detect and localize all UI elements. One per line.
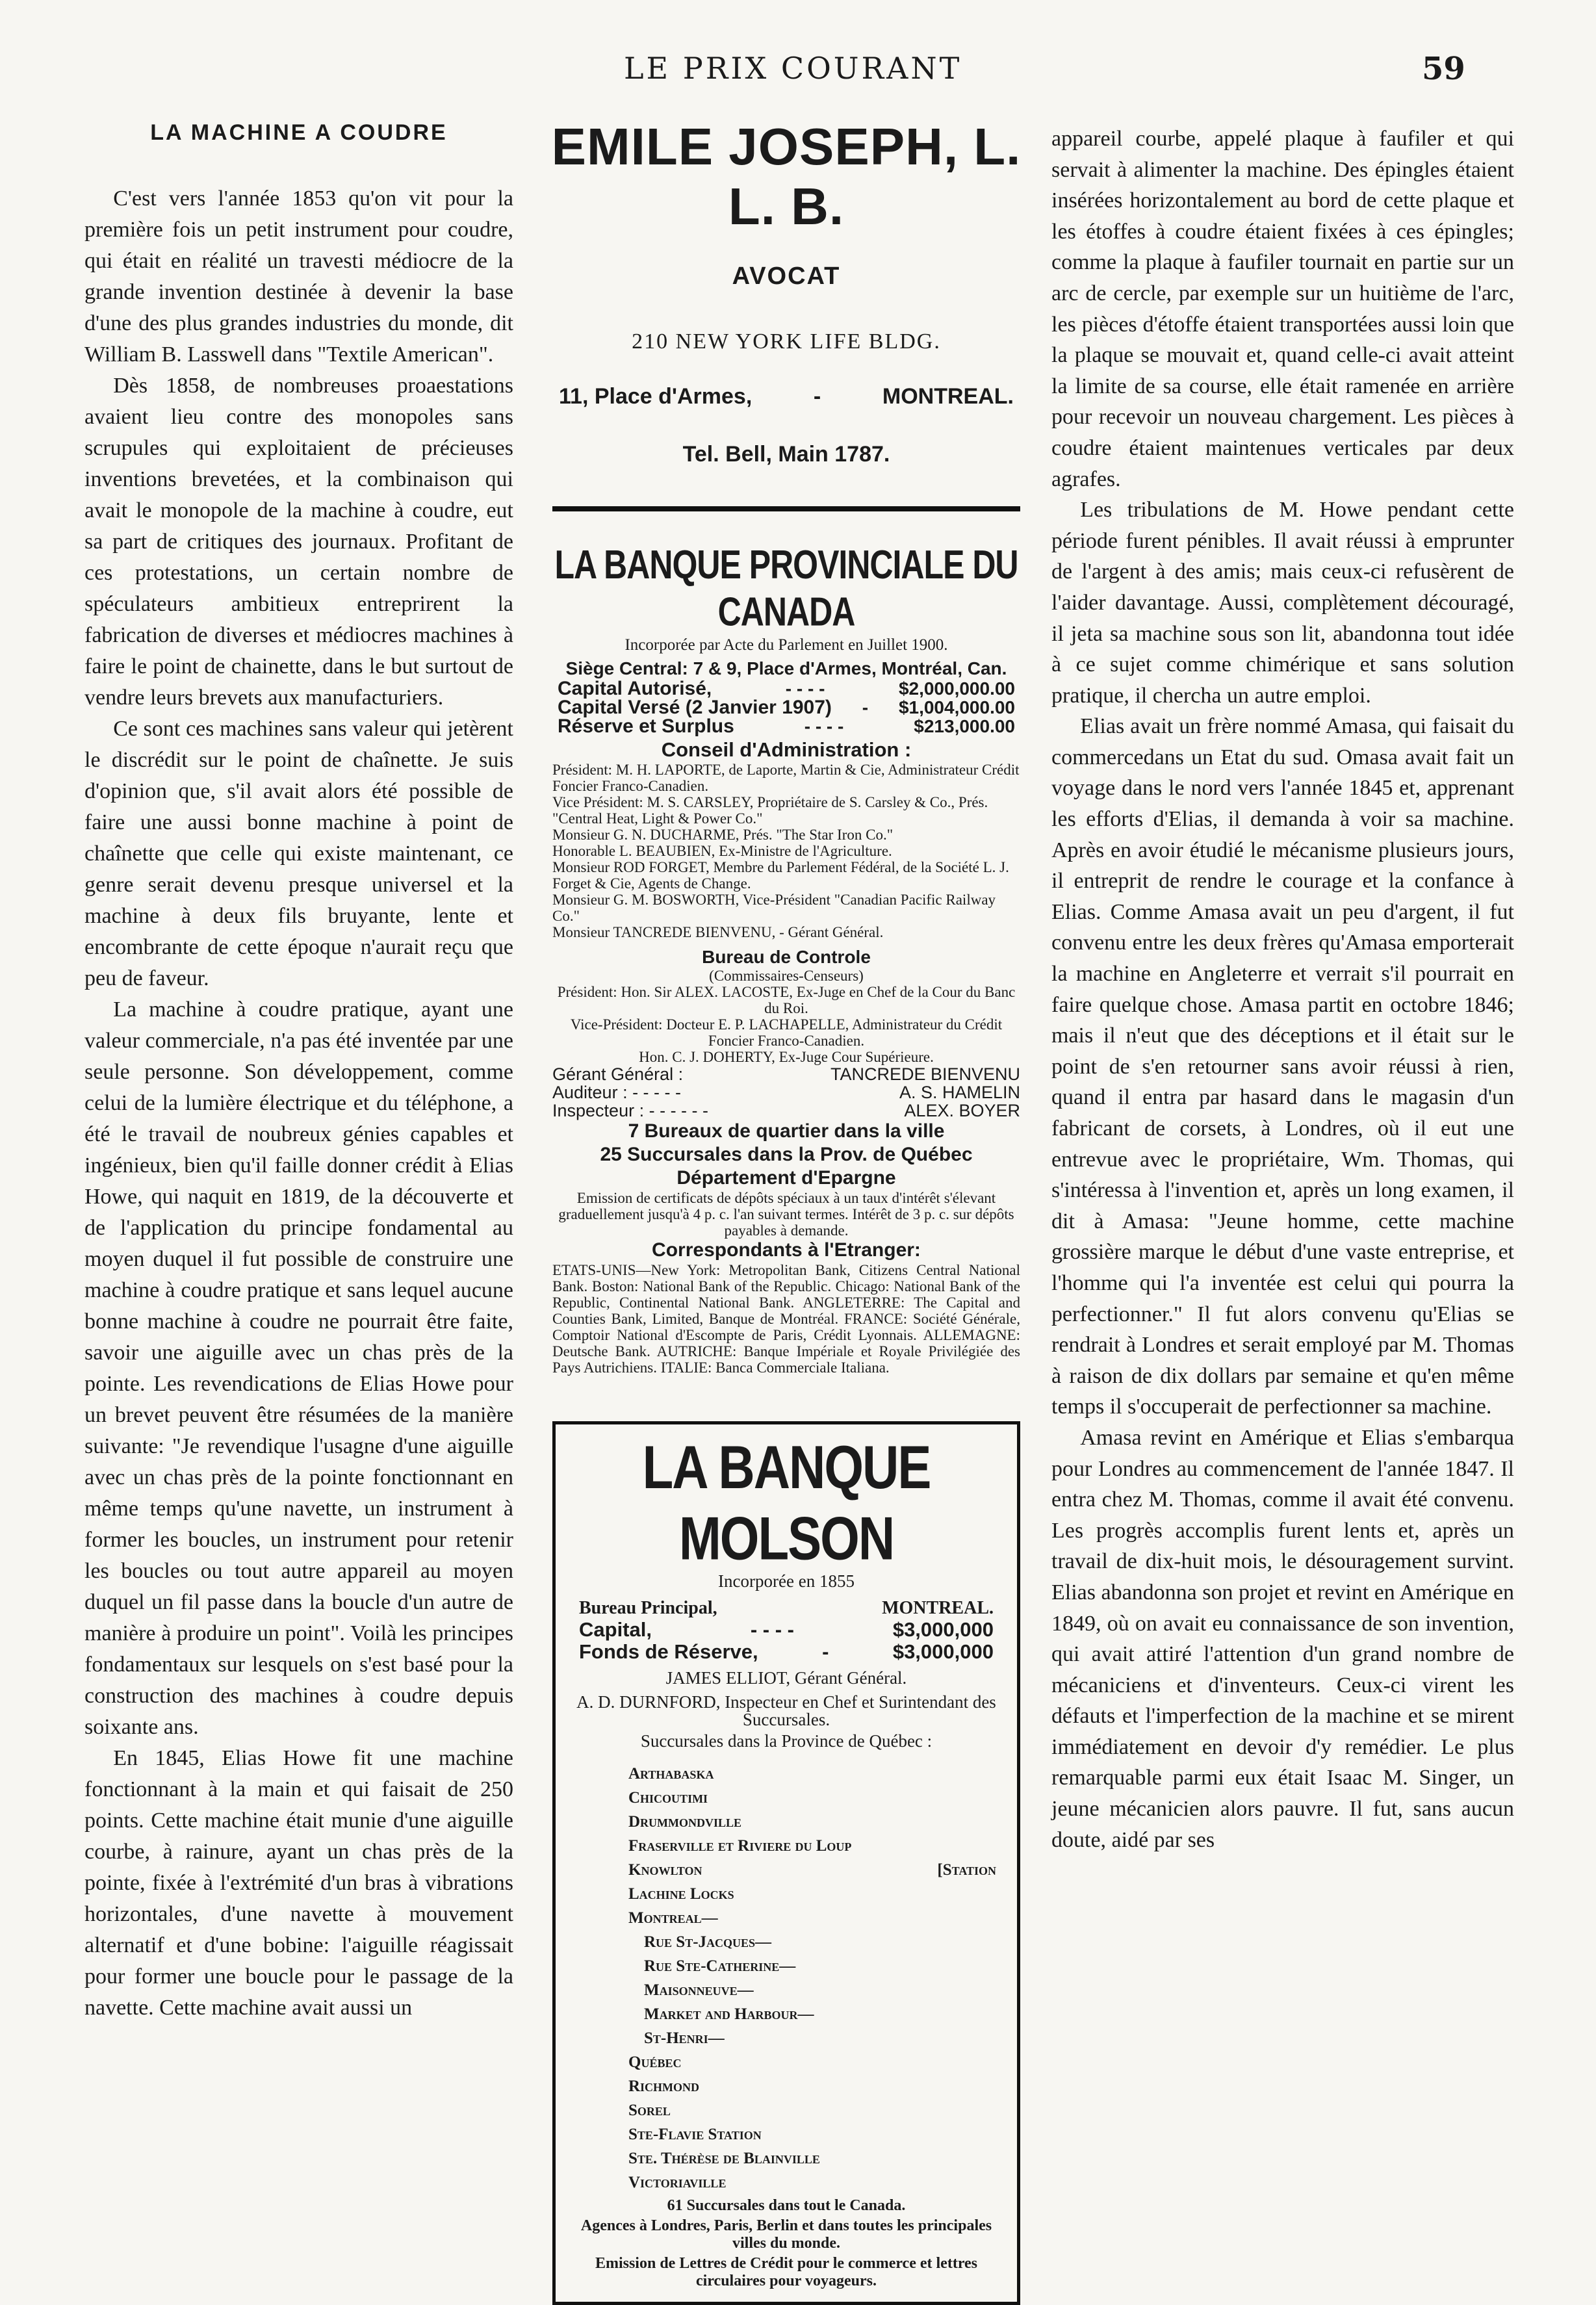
bank-name: LA BANQUE PROVINCIALE DU CANADA <box>554 541 1018 635</box>
chief-inspector: A. D. DURNFORD, Inspecteur en Chef et Surintendant des Succursales. <box>576 1692 996 1729</box>
officer-name: ALEX. BOYER <box>904 1101 1020 1120</box>
conseil-member: Monsieur TANCREDE BIENVENU, - Gérant Général. <box>552 924 884 940</box>
capital-row <box>552 679 1020 698</box>
conseil-member: Monsieur G. M. BOSWORTH, Vice-Président "Canadian Pacific Railway Co." <box>552 892 996 924</box>
branch-item: Arthabaska <box>628 1765 714 1783</box>
officer-label: Inspecteur : - - - - - - <box>552 1101 709 1120</box>
capital-value: $3,000,000 <box>892 1618 994 1641</box>
controle-list <box>552 984 1020 1065</box>
capital-value: $1,004,000.00 <box>898 697 1015 717</box>
capital-label: Capital Autorisé, <box>558 678 712 699</box>
article-left-column <box>84 110 513 2024</box>
controle-member: Président: Hon. Sir ALEX. LACOSTE, Ex-Juge en Chef de la Cour du Banc du Roi. <box>557 984 1016 1016</box>
banque-provinciale-advertisement <box>546 541 1027 1376</box>
conseil-member: Président: M. H. LAPORTE, de Laporte, Martin & Cie, Administrateur Crédit Foncier Franco-Canadien. <box>552 762 1020 794</box>
lawyer-advertisement <box>546 117 1027 467</box>
lawyer-title: AVOCAT <box>732 263 841 290</box>
bureaux-count: 7 Bureaux de quartier dans la ville <box>628 1120 945 1142</box>
molson-footer: 61 Succursales dans tout le Canada. <box>667 2197 906 2214</box>
branches-list <box>628 1762 1003 2195</box>
article-paragraph: En 1845, Elias Howe fit une machine fonctionnant à la main et qui faisait de 250 points. Cette machine était munie d'une aiguille courbe, à rainure, ayant un chas près de la pointe, fixée à l'extrémité d'un bras à vibrations horizontales, d'une navette à mouvement alternatif et d'une bobine: l'aiguille réagissait pour former une boucle pour le passage de la navette. Cette machine avait aussi un <box>84 1746 513 2020</box>
capital-value: $213,000.00 <box>914 716 1015 736</box>
article-paragraph: Dès 1858, de nombreuses proaestations avaient lieu contre des monopoles sans scrupules qui exploitaient de précieuses inventions brevetées, et la combinaison qui avait le monopole de la machine à coudre, eut sa part de critiques des journaux. Profitant de ces protestations, un certain nombre de spéculateurs ambitieux entreprirent la fabrication de diverses et médiocres machines à faire le point de chainette, dans le but surtout de vendre leurs brevets aux manufacturiers. <box>84 374 513 710</box>
advertisements-column <box>546 110 1027 2305</box>
capital-label: Fonds de Réserve, <box>579 1640 758 1663</box>
lawyer-name: EMILE JOSEPH, L. L. B. <box>551 118 1022 235</box>
head-office-label: Bureau Principal, <box>579 1598 717 1618</box>
page-number: 59 <box>1422 51 1465 87</box>
molson-footer: Emission de Lettres de Crédit pour le commerce et lettres circulaires pour voyageurs. <box>595 2255 978 2289</box>
branch-item: Sorel <box>628 2102 671 2119</box>
epargne-heading: Département d'Epargne <box>676 1167 896 1189</box>
controle-subheading: (Commissaires-Censeurs) <box>709 968 864 984</box>
lawyer-place: 11, Place d'Armes, <box>559 384 753 409</box>
horizontal-rule <box>552 506 1020 511</box>
article-paragraph: C'est vers l'année 1853 qu'on vit pour la première fois un petit instrument pour coudre, qui était en réalité un travesti médiocre de la grande invention destinée à devenir la base d'une des plus grandes industries du monde, dit William B. Lasswell dans "Textile American". <box>84 187 513 367</box>
succursales-count: 25 Succursales dans la Prov. de Québec <box>600 1144 973 1165</box>
article-heading: LA MACHINE A COUDRE <box>150 120 448 145</box>
article-paragraph: Elias avait un frère nommé Amasa, qui faisait du commercedans un Etat du sud. Omasa avait fait un voyage dans le nord vers l'année 1845 et, apprenant les efforts d'Elias, il demanda à voir sa machine. Après en avoir étudié le mécanisme plusieurs jours, il entreprit de rendre le courage et la confance à Elias. Comme Amasa avait un peu d'argent, il fut convenu entre les deux frères qu'Amasa emporterait la machine en Angleterre et verrait s'il pourrait en faire quelque chose. Amasa partit en octobre 1846; mais il n'eut que des déceptions et il était sur le point de s'en retourner sans avoir réussi à rien, quand il entra par hasard dans le magasin d'un fabricant de corsets, à Londres, où il eut une entrevue avec le propriétaire, Wm. Thomas, qui s'intéressa à l'invention et, après un long examen, il dit à Amasa: "Jeune homme, cette machine grossière marque le début d'une vaste entreprise, et l'homme qui l'a inventée est celui qui pourra la perfectionner." Il fut alors convenu qu'Elias se rendrait à Londres et serait employé par M. Thomas à raison de dix dollars par semaine et qu'en même temps il s'occuperait de perfectionner sa machine. <box>1051 714 1514 1419</box>
branch-item: Fraserville et Riviere du Loup <box>628 1837 852 1855</box>
capital-label: Capital Versé (2 Janvier 1907) <box>558 697 832 718</box>
capital-row <box>552 717 1020 736</box>
journal-title: LE PRIX COURANT <box>624 51 962 86</box>
controle-heading: Bureau de Controle <box>702 947 871 967</box>
branch-item: Market and Harbour— <box>644 2005 814 2023</box>
branch-item: Rue St-Jacques— <box>644 1933 772 1951</box>
branch-item: Montreal— <box>628 1909 718 1927</box>
branch-item: Drummondville <box>628 1813 742 1831</box>
bank-incorporation: Incorporée en 1855 <box>718 1571 855 1591</box>
branch-item: Québec <box>628 2054 682 2071</box>
bank-name: LA BANQUE MOLSON <box>642 1433 931 1573</box>
officer-row <box>552 1083 1020 1101</box>
molson-footer: Agences à Londres, Paris, Berlin et dans toutes les principales villes du monde. <box>580 2217 992 2252</box>
article-paragraph: appareil courbe, appelé plaque à faufiler et qui servait à alimenter la machine. Des épingles étaient insérées horizontalement au bord de cette plaque et les étoffes à coudre étaient fixées à ces épingles; comme la plaque à faufiler tournait en partie sur un arc de cercle, par exemple sur un huitième de l'arc, les pièces d'étoffe étaient transportées aussi loin que la plaque se mouvait et, quand celle-ci avait atteint la limite de sa course, elle était ramenée en arrière pour recevoir un nouveau chargement. Les pièces à coudre étaient maintenues verticales par deux agrafes. <box>1051 127 1514 491</box>
branches-heading: Succursales dans la Province de Québec : <box>640 1731 933 1751</box>
conseil-member: Monsieur ROD FORGET, Membre du Parlement Fédéral, de la Société L. J. Forget & Cie, Agents de Change. <box>552 859 1009 892</box>
controle-member: Vice-Président: Docteur E. P. LACHAPELLE, Administrateur du Crédit Foncier Franco-Canadien. <box>570 1016 1003 1049</box>
lawyer-place-line <box>546 384 1027 409</box>
officer-name: TANCREDE BIENVENU <box>830 1064 1020 1084</box>
branch-item: Ste. Thérèse de Blainville <box>628 2150 820 2167</box>
conseil-member: Vice Président: M. S. CARSLEY, Propriétaire de S. Carsley & Co., Prés. "Central Heat, Light & Power Co." <box>552 794 988 827</box>
capital-dots: - - - - <box>804 716 844 736</box>
head-office-city: MONTREAL. <box>882 1598 994 1618</box>
officer-row <box>552 1065 1020 1083</box>
conseil-heading: Conseil d'Administration : <box>661 738 912 761</box>
capital-row <box>570 1641 1003 1663</box>
capital-label: Capital, <box>579 1618 652 1641</box>
bank-head-office: Siège Central: 7 & 9, Place d'Armes, Montréal, Can. <box>565 658 1007 678</box>
capital-dots: - <box>822 1640 829 1663</box>
officer-label: Gérant Général : <box>552 1064 684 1084</box>
branch-item: Richmond <box>628 2078 700 2095</box>
branch-item: Rue Ste-Catherine— <box>644 1957 796 1975</box>
article-paragraph: Les tribulations de M. Howe pendant cette période furent pénibles. Il avait réussi à emprunter de l'argent à des amis; mais ceux-ci refusèrent de l'aider davantage. Aussi, complètement découragé, il jeta sa machine sous son lit, abandonna tout idée à ce sujet comme chimérique et sans solution pratique, il chercha un autre emploi. <box>1051 498 1514 708</box>
article-paragraph: La machine à coudre pratique, ayant une valeur commerciale, n'a pas été inventée par une seule personne. Son développement, comme celui de la lumière électrique et du téléphone, a été le travail de noubreux génies capables et ingénieux, bien qu'il faille donner crédit à Elias Howe, qui naquit en 1819, de la découverte et de l'application du principe fondamental au moyen duquel il fut possible de construire une machine à coudre pratique et sans lequel aucune bonne machine à coudre ne pourrait être faite, savoir une aiguille avec un chas près de la pointe. Les revendications de Elias Howe pour un brevet peuvent être résumées de la manière suivante: "Je revendique l'usagne d'une aiguille avec un chas près de la pointe fonctionnant en même temps qu'une navette, un instrument à former les boucles, un instrument pour retenir les boucles ou tout autre appareil au moyen duquel un fil passe dans la boucle d'un autre de manière à produire un point". Voilà les principes fondamentaux sur lesquels on s'est basé pour la construction des machines à coudre depuis soixante ans. <box>84 998 513 1739</box>
officer-row <box>552 1101 1020 1120</box>
lawyer-address: 210 NEW YORK LIFE BLDG. <box>632 329 941 354</box>
capital-dots: - <box>862 697 869 717</box>
branch-item: Maisonneuve— <box>644 1981 754 1999</box>
lawyer-separator: - <box>813 384 821 409</box>
bank-incorporation: Incorporée par Acte du Parlement en Juillet 1900. <box>624 636 948 654</box>
conseil-member: Honorable L. BEAUBIEN, Ex-Ministre de l'Agriculture. <box>552 843 892 859</box>
article-paragraph: Ce sont ces machines sans valeur qui jetèrent le discrédit sur le point de chaînette. Je suis d'opinion que, s'il avait alors été possible de faire une aussi bonne machine à point de chaînette que celle qui existe maintenant, ce genre serait devenu presque universel et la machine à deux fils bruyante, lente et encombrante de cette époque n'aurait reçu que peu de faveur. <box>84 717 513 990</box>
branch-item: St-Henri— <box>644 2029 725 2047</box>
capital-label: Réserve et Surplus <box>558 715 734 737</box>
capital-value: $3,000,000 <box>892 1640 994 1663</box>
capital-value: $2,000,000.00 <box>898 678 1015 699</box>
correspondants-heading: Correspondants à l'Etranger: <box>652 1239 921 1261</box>
officer-label: Auditeur : - - - - - <box>552 1083 682 1102</box>
running-head <box>0 51 1596 103</box>
general-manager: JAMES ELLIOT, Gérant Général. <box>665 1668 907 1688</box>
branch-item-row <box>628 1858 1003 1882</box>
epargne-text: Emission de certificats de dépôts spéciaux à un taux d'intérêt s'élevant graduellement jusqu'à 4 p. c. l'an suivant termes. Intérêt de 3 p. c. sur dépôts payables à demande. <box>558 1190 1014 1239</box>
controle-member: Hon. C. J. DOHERTY, Ex-Juge Cour Supérieure. <box>639 1049 934 1065</box>
lawyer-city: MONTREAL. <box>882 384 1014 409</box>
head-office-row <box>570 1598 1003 1619</box>
officer-name: A. S. HAMELIN <box>899 1083 1020 1102</box>
conseil-list <box>552 762 1020 940</box>
capital-row <box>570 1619 1003 1641</box>
conseil-member: Monsieur G. N. DUCHARME, Prés. "The Star Iron Co." <box>552 827 894 843</box>
capital-dots: - - - - <box>785 678 825 699</box>
article-paragraph: Amasa revint en Amérique et Elias s'embarqua pour Londres au commencement de l'année 1847. Il entra chez M. Thomas, comme il avait été convenu. Les progrès accomplis furent lents et, après un travail de dix-huit mois, le désouragement survint. Elias abandonna son projet et revint en Amérique en 1849, où on avait eu connaissance de son invention, qui avait attiré l'attention d'un grand nombre de mécaniciens et d'inventeurs. Ceux-ci virent les défauts et l'imperfection de la machine et se mirent immédiatement en devoir d'y remédier. Le plus remarquable parmi eux était Isaac M. Singer, un jeune mécanicien alors pauvre. Il fut, sans aucun doute, aidé par ses <box>1051 1425 1514 1852</box>
branch-item: Knowlton <box>628 1861 702 1879</box>
capital-row <box>552 698 1020 717</box>
capital-dots: - - - - <box>750 1618 794 1641</box>
banque-molson-advertisement <box>552 1421 1020 2305</box>
article-right-column <box>1051 123 1514 1855</box>
branch-item: Lachine Locks <box>628 1885 734 1903</box>
branch-item: Chicoutimi <box>628 1789 708 1807</box>
branch-item: Ste-Flavie Station <box>628 2126 762 2143</box>
branch-item: [Station <box>937 1861 996 1879</box>
branch-item: Victoriaville <box>628 2174 727 2191</box>
lawyer-telephone: Tel. Bell, Main 1787. <box>682 442 890 467</box>
correspondants-text: ETATS-UNIS—New York: Metropolitan Bank, Citizens Central National Bank. Boston: National Bank of the Republic. Chicago: National Bank of the Republic, Continental National Bank. ANGLETERRE: The Capital and Counties Bank, Limited, Banque de Montréal. FRANCE: Société Générale, Comptoir National d'Escompte de Paris, Crédit Lyonnais. ALLEMAGNE: Deutsche Bank. AUTRICHE: Banque Impériale et Royale Privilégiée des Pays Autrichiens. ITALIE: Banca Commerciale Italiana. <box>552 1262 1020 1376</box>
